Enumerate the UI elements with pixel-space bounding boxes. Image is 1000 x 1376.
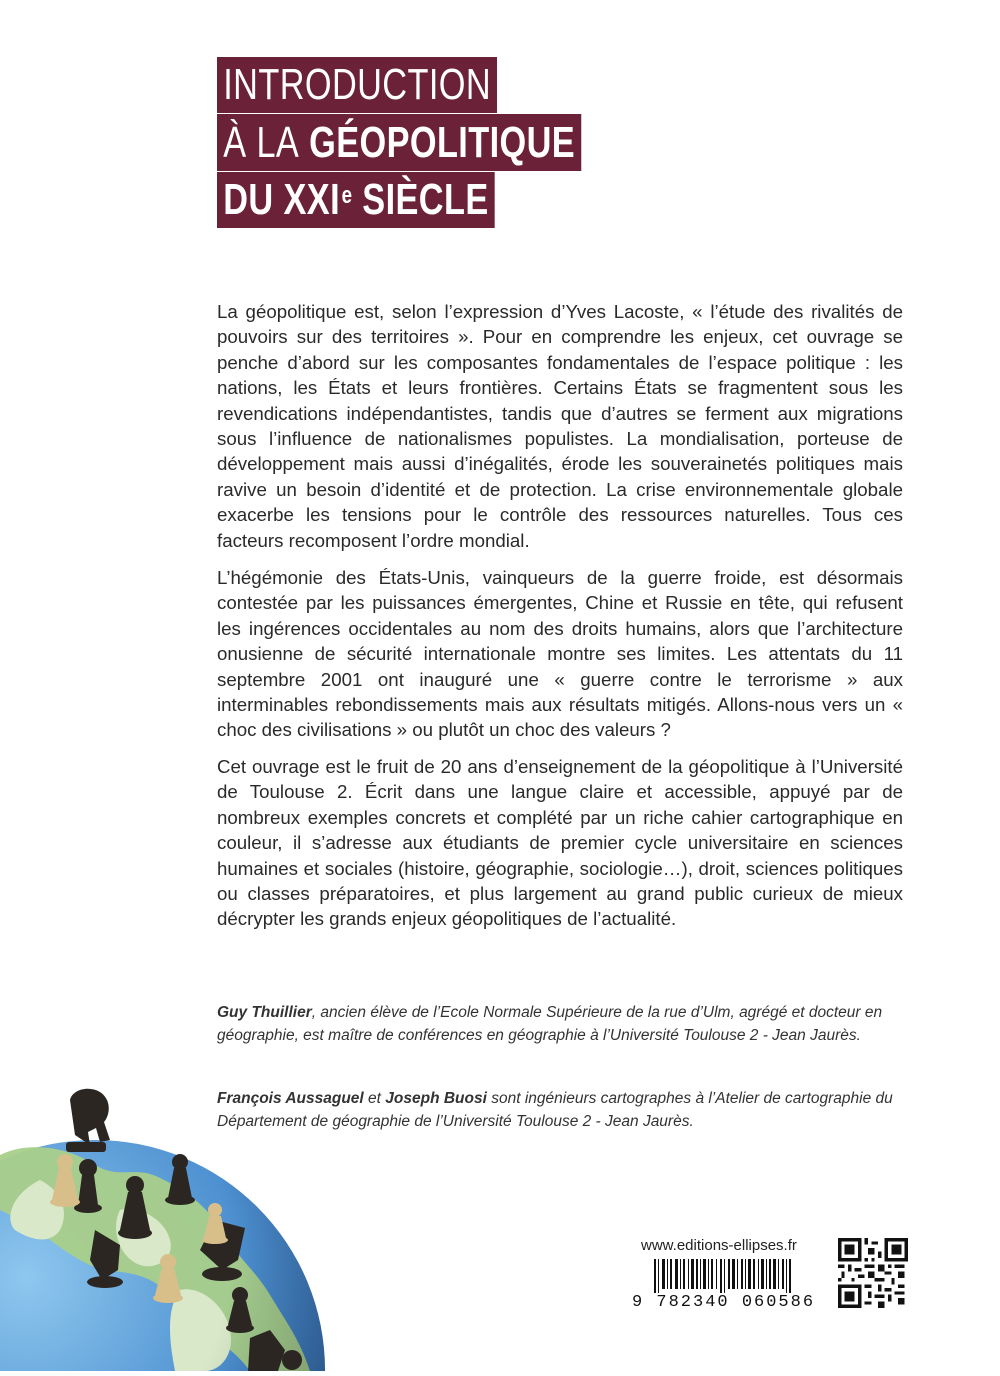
summary-paragraph-3: Cet ouvrage est le fruit de 20 ans d’enseignement de la géopolitique à l’Université de Toulouse 2. Écrit dans une langue claire et accessible, appuyé par de nombreux exemples concrets et complété par un riche cahier cartographique en couleur, il s’adresse aux étudiants de premier cycle universitaire en sciences humaines et sociales (histoire, géographie, sociologie…), droit, sciences politiques ou classes préparatoires, et plus largement au grand public curieux de mieux décrypter les grands enjeux géopolitiques de l’actualité.: [217, 756, 903, 930]
title-line-2: [217, 114, 581, 171]
globe-chess-icon: [0, 1070, 330, 1371]
authors-2-3-bio-text: sont ingénieurs cartographes à l’Atelier de cartographie du Département de géographie de l’Université Toulouse 2 - Jean Jaurès.: [217, 1090, 893, 1130]
qr-code-icon: [838, 1238, 908, 1308]
summary-paragraph-1: La géopolitique est, selon l’expression d’Yves Lacoste, « l’étude des rivalités de pouvoirs sur des territoires ». Pour en comprendre les enjeux, cet ouvrage se penche d’abord sur les composantes fondamentales de l’espace politique : les nations, les États et leurs frontières. Certains États se fragmentent sous les revendications indépendantistes, tandis que d’autres se ferment aux migrations sous l’influence de nationalismes populistes. La mondialisation, porteuse de développement mais aussi d’inégalités, érode les souverainetés politiques mais ravive un besoin d’identité et de protection. La crise environnementale globale exacerbe les tensions pour le contrôle des ressources naturelles. Tous ces facteurs recomposent l’ordre mondial.: [217, 301, 903, 551]
author-3-name: Joseph Buosi: [385, 1090, 487, 1107]
title-line-3-main: DU XXI: [223, 175, 341, 224]
author-1-bio-text: , ancien élève de l’Ecole Normale Supérieure de la rue d’Ulm, agrégé et docteur en géographie, est maître de conférences en géographie à l’Université Toulouse 2 - Jean Jaurès.: [217, 1004, 883, 1044]
author-connector: et: [363, 1090, 386, 1107]
title-line-3-end: SIÈCLE: [362, 175, 489, 224]
title-line-3-superscript: e: [341, 182, 353, 209]
author-1-name: Guy Thuillier: [217, 1004, 312, 1021]
author-2-name: François Aussaguel: [217, 1090, 364, 1107]
publisher-website: www.editions-ellipses.fr: [641, 1237, 797, 1254]
title-line-1-text: INTRODUCTION: [223, 60, 492, 109]
title-line-1: [217, 57, 497, 113]
summary-paragraph-2: L’hégémonie des États-Unis, vainqueurs de la guerre froide, est désormais contestée par les puissances émergentes, Chine et Russie en tête, qui refusent les ingérences occidentales au nom des droits humains, alors que l’architecture onusienne de sécurité internationale montre ses limites. Les attentats du 11 septembre 2001 ont inauguré une « guerre contre le terrorisme » aux interminables rebondissements mais aux résultats mitigés. Allons-nous vers un « choc des civilisations » ou plutôt un choc des valeurs ?: [217, 567, 903, 741]
title-line-2-prefix: À LA: [223, 117, 300, 167]
author-bio-1: [217, 1002, 907, 1047]
title-line-2-bold: GÉOPOLITIQUE: [309, 117, 576, 167]
title-line-3: [217, 172, 495, 228]
isbn-number: 9 782340 060586: [632, 1293, 816, 1312]
